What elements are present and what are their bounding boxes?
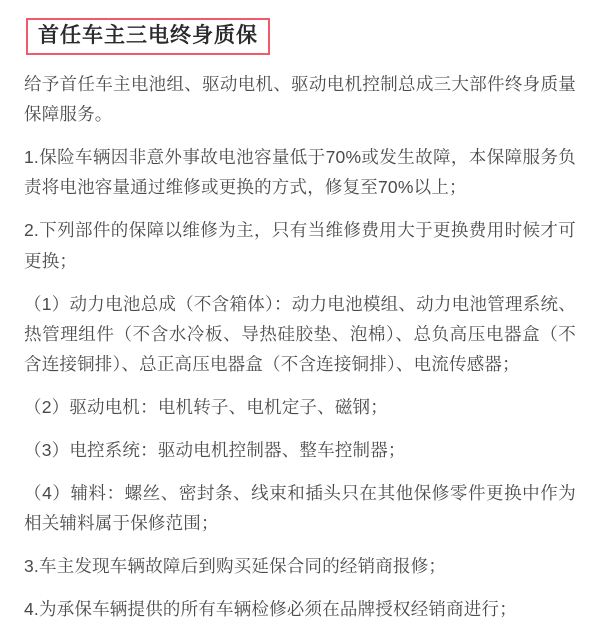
paragraph-item-2-sub-3: （3）电控系统：驱动电机控制器、整车控制器； [24, 440, 406, 461]
paragraph-intro: 给予首任车主电池组、驱动电机、驱动电机控制总成三大部件终身质量保障服务。 [24, 74, 576, 125]
paragraph-item-3: 3.车主发现车辆故障后到购买延保合同的经销商报修； [24, 556, 447, 577]
page-title-box [26, 18, 270, 55]
paragraph-item-2-sub-4: （4）辅料：螺丝、密封条、线束和插头只在其他保修零件更换中作为相关辅料属于保修范围； [24, 483, 576, 534]
paragraph-item-2: 2.下列部件的保障以维修为主，只有当维修费用大于更换费用时候才可更换； [24, 220, 576, 271]
document-body [24, 69, 576, 624]
paragraph-item-2-sub-1: （1）动力电池总成（不含箱体）：动力电池模组、动力电池管理系统、热管理组件（不含水冷板、导热硅胶垫、泡棉）、总负高压电器盒（不含连接铜排）、总正高压电器盒（不含连接铜排）、电流传感器； [24, 293, 576, 374]
page-title: 首任车主三电终身质保 [38, 24, 258, 47]
paragraph-item-2-sub-2: （2）驱动电机：电机转子、电机定子、磁钢； [24, 396, 388, 417]
paragraph-item-1: 1.保险车辆因非意外事故电池容量低于70%或发生故障，本保障服务负责将电池容量通过维修或更换的方式，修复至70%以上； [24, 147, 576, 198]
paragraph-item-4: 4.为承保车辆提供的所有车辆检修必须在品牌授权经销商进行； [24, 599, 517, 620]
